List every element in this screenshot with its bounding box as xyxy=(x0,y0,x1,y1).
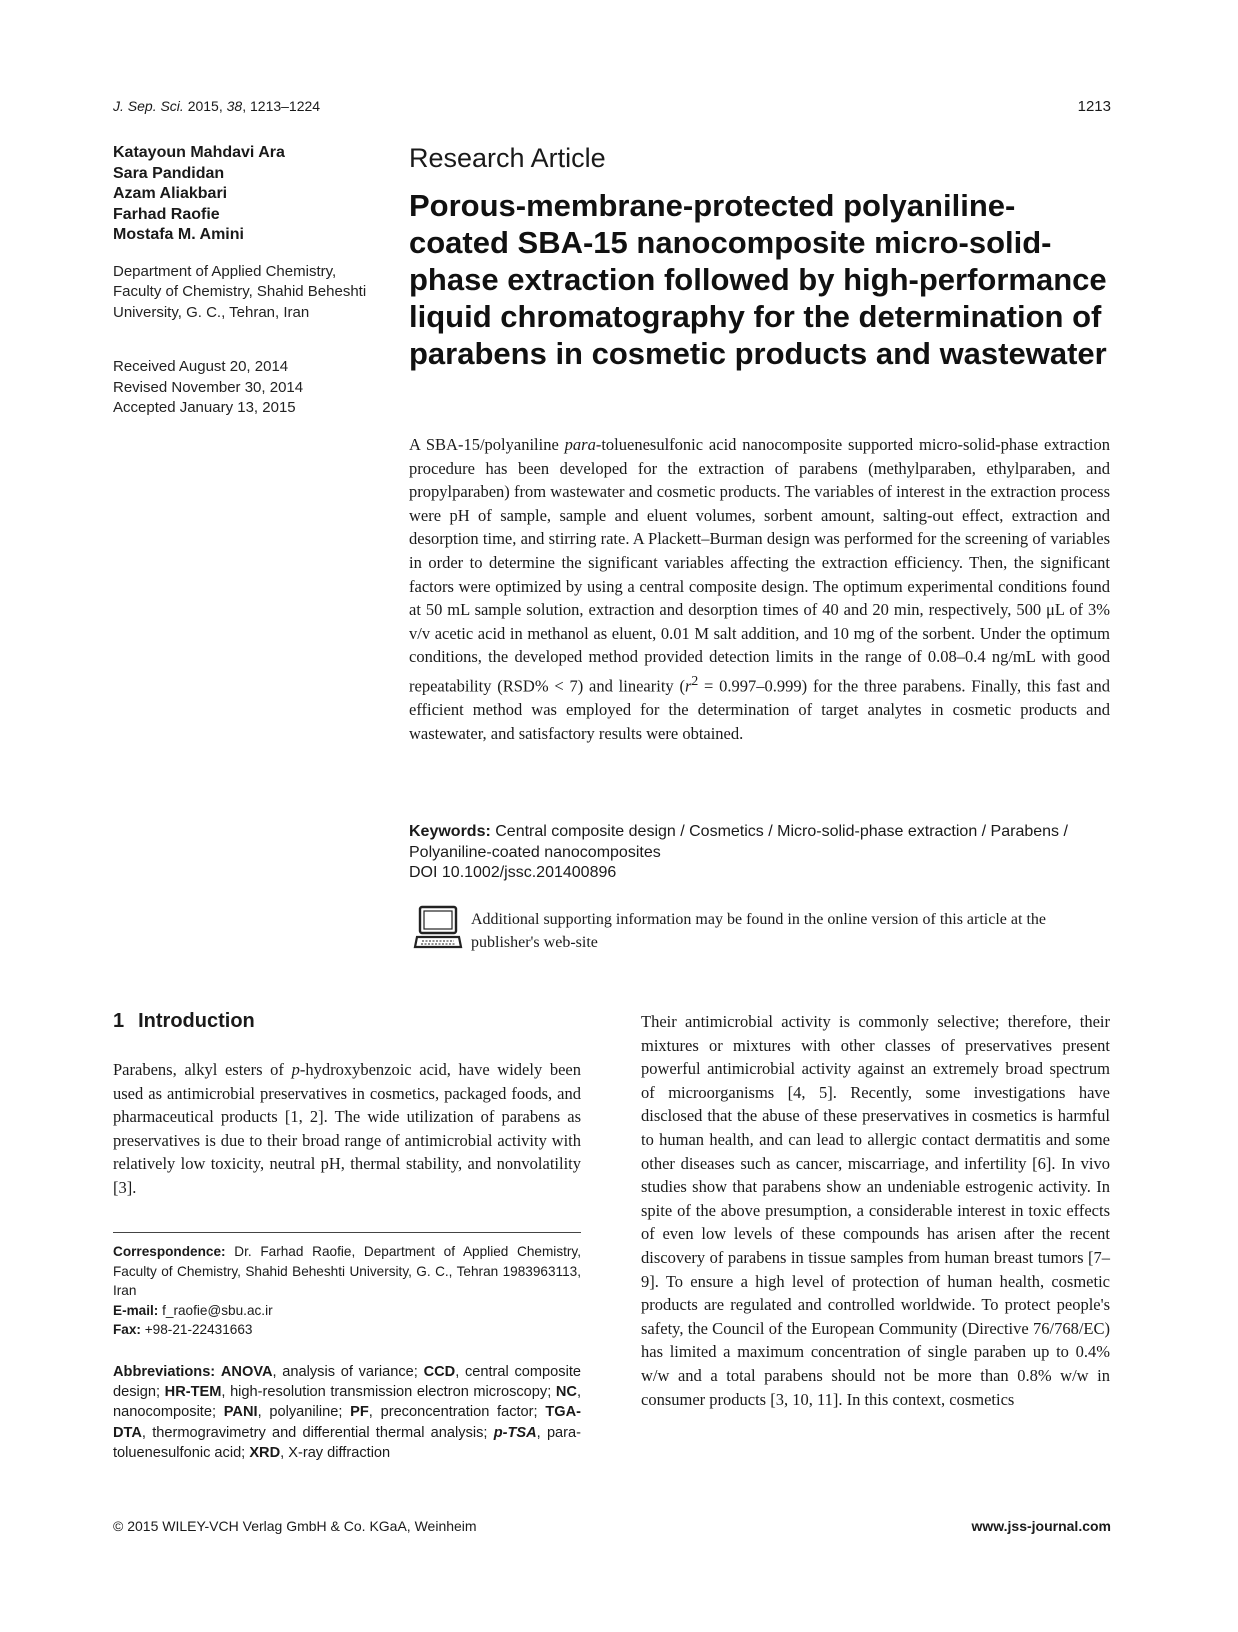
abbreviations-label: Abbreviations: xyxy=(113,1364,216,1380)
keywords-label: Keywords: xyxy=(409,823,491,840)
keywords-text: Central composite design / Cosmetics / Micro-solid-phase extraction / Parabens / Polyaniline-coated nanocomposites xyxy=(409,823,1068,861)
abbreviation-definition: thermogravimetry and differential thermal analysis; xyxy=(152,1424,488,1441)
abbreviation-definition: X-ray diffraction xyxy=(288,1444,391,1461)
journal-website-link[interactable]: www.jss-journal.com xyxy=(971,1518,1111,1534)
page-footer xyxy=(113,1518,1111,1534)
abstract: A SBA-15/polyaniline para-toluenesulfonic acid nanocomposite supported micro-solid-phase extraction procedure has been developed for the extraction of parabens (methylparaben, ethylparaben, and propylparaben) from wastewater and cosmetic products. The variables of interest in the extraction process were pH of sample, sample and eluent volumes, sorbent amount, salting-out effect, extraction and desorption time, and stirring rate. A Plackett–Burman design was performed for the screening of variables in order to determine the significant variables affecting the extraction efficiency. Then, the significant factors were optimized by using a central composite design. The optimum experimental conditions found at 50 mL sample solution, extraction and desorption times of 40 and 20 min, respectively, 500 μL of 3% v/v acetic acid in methanol as eluent, 0.01 M salt addition, and 10 mg of the sorbent. Under the optimum conditions, the developed method provided detection limits in the range of 0.08–0.4 ng/mL with good repeatability (RSD% < 7) and linearity $(r^2 = 0.997-0.999)$ for the three parabens. Finally, this fast and efficient method was employed for the determination of target analytes in cosmetic products and wastewater, and satisfactory results were obtained. xyxy=(409,435,1110,743)
fax-number: +98-21-22431663 xyxy=(144,1322,253,1338)
abbreviation-term: NC xyxy=(555,1384,577,1401)
journal-name: J. Sep. Sci. xyxy=(113,98,184,114)
abbreviation-definition: central composite design; xyxy=(113,1364,581,1401)
keywords-block xyxy=(409,822,1110,884)
abbreviation-definition: polyaniline; xyxy=(269,1404,343,1421)
section-heading-introduction xyxy=(113,1010,255,1033)
abbreviation-definition: nanocomposite; xyxy=(113,1404,217,1421)
abbreviation-term: PF xyxy=(350,1404,369,1421)
supporting-info-text: Additional supporting information may be found in the online version of this article at the publisher's web-site xyxy=(471,911,1046,951)
author-name: Azam Aliakbari xyxy=(113,185,228,202)
email-label: E-mail: xyxy=(113,1302,159,1318)
author-name: Mostafa M. Amini xyxy=(113,226,244,243)
accepted-date: Accepted January 13, 2015 xyxy=(113,399,296,416)
abbreviation-definition: analysis of variance; xyxy=(282,1364,418,1380)
page-number: 1213 xyxy=(1077,98,1111,115)
doi[interactable]: DOI 10.1002/jssc.201400896 xyxy=(409,864,617,881)
abbreviation-term: PANI xyxy=(223,1404,258,1421)
author-name: Sara Pandidan xyxy=(113,164,225,182)
article-metadata xyxy=(113,143,378,419)
revised-date: Revised November 30, 2014 xyxy=(113,378,304,396)
computer-icon xyxy=(413,905,463,951)
journal-year: 2015 xyxy=(187,98,219,114)
copyright-notice: © 2015 WILEY-VCH Verlag GmbH & Co. KGaA, Weinheim xyxy=(113,1518,477,1534)
journal-pages: 1213–1224 xyxy=(250,98,321,114)
received-date: Received August 20, 2014 xyxy=(113,358,289,375)
abbreviations-footnote: Abbreviations: ANOVA, analysis of variance; CCD, central composite design; HR-TEM, high-resolution transmission electron microscopy; NC, nanocomposite; PANI, polyaniline; PF, preconcentration factor; TGA-DTA, thermogravimetry and differential thermal analysis; p-TSA, para-toluenesulfonic acid; XRD, X-ray diffraction xyxy=(113,1364,582,1461)
intro-paragraph-right: Their antimicrobial activity is commonly selective; therefore, their mixtures or mixtures with other classes of preservatives present powerful antimicrobial activity against an extremely broad spectrum of microorganisms [4, 5]. Recently, some investigations have disclosed that the abuse of these preservatives in cosmetics is harmful to human health, and can lead to allergic contact dermatitis and some other diseases such as cancer, miscarriage, and infertility [6]. In vivo studies show that parabens show an undeniable estrogenic activity. In spite of the above presumption, a considerable interest in toxic effects of even low levels of these compounds has arisen after the recent discovery of parabens in tissue samples from human breast tumors [7–9]. To ensure a high level of protection of human health, cosmetic products are regulated and controlled worldwide. To protect people's safety, the Council of the European Community (Directive 76/768/EC) has limited a maximum concentration of single paraben up to 0.4% w/w and a total parabens should not be more than 0.8% w/w in consumer products [3, 10, 11]. In this context, cosmetics xyxy=(641,1012,1110,1409)
abbreviation-term: XRD xyxy=(249,1444,281,1461)
abbreviation-definition: high-resolution transmission electron microscopy; xyxy=(230,1384,552,1401)
abbreviation-term: p-TSA xyxy=(493,1424,537,1441)
journal-volume: 38 xyxy=(226,98,243,114)
supporting-info xyxy=(409,905,1110,957)
email-link[interactable]: f_raofie@sbu.ac.ir xyxy=(162,1302,273,1318)
correspondence-footnote xyxy=(113,1242,581,1340)
abbreviation-term: CCD xyxy=(423,1364,456,1380)
running-head: J. Sep. Sci. 2015, 38, 1213–1224 1213 xyxy=(113,98,1111,115)
section-number: 1 xyxy=(113,1010,125,1032)
author-name: Farhad Raofie xyxy=(113,205,220,223)
fax-label: Fax: xyxy=(113,1322,141,1338)
footnote-divider xyxy=(113,1232,581,1233)
abbreviation-term: TGA-DTA xyxy=(113,1404,581,1441)
abbreviation-definition: para-toluenesulfonic acid; xyxy=(113,1424,582,1461)
intro-paragraph-left: Parabens, alkyl esters of p-hydroxybenzoic acid, have widely been used as antimicrobial preservatives in cosmetics, packaged foods, and pharmaceutical products [1, 2]. The wide utilization of parabens as preservatives is due to their broad range of antimicrobial activity with relatively low toxicity, neutral pH, thermal stability, and nonvolatility [3]. xyxy=(113,1060,582,1197)
abbreviation-term: ANOVA xyxy=(220,1364,273,1380)
abbreviation-term: HR-TEM xyxy=(164,1384,222,1401)
article-type: Research Article xyxy=(409,143,606,173)
abbreviation-definition: preconcentration factor; xyxy=(380,1404,538,1421)
correspondence-label: Correspondence: xyxy=(113,1244,226,1259)
article-dates xyxy=(113,357,378,419)
author-name: Katayoun Mahdavi Ara xyxy=(113,144,285,161)
section-title: Introduction xyxy=(138,1010,255,1032)
article-title: Porous-membrane-protected polyaniline-coated SBA-15 nanocomposite micro-solid-phase extraction followed by high-performance liquid chromatography for the determination of parabens in cosmetic products and wastewater xyxy=(409,188,1107,371)
correspondence-text: Dr. Farhad Raofie, Department of Applied Chemistry, Faculty of Chemistry, Shahid Beheshti University, G. C., Tehran 1983963113, Iran xyxy=(113,1244,581,1299)
affiliation: Department of Applied Chemistry, Faculty of Chemistry, Shahid Beheshti University, G. C., Tehran, Iran xyxy=(113,262,367,321)
